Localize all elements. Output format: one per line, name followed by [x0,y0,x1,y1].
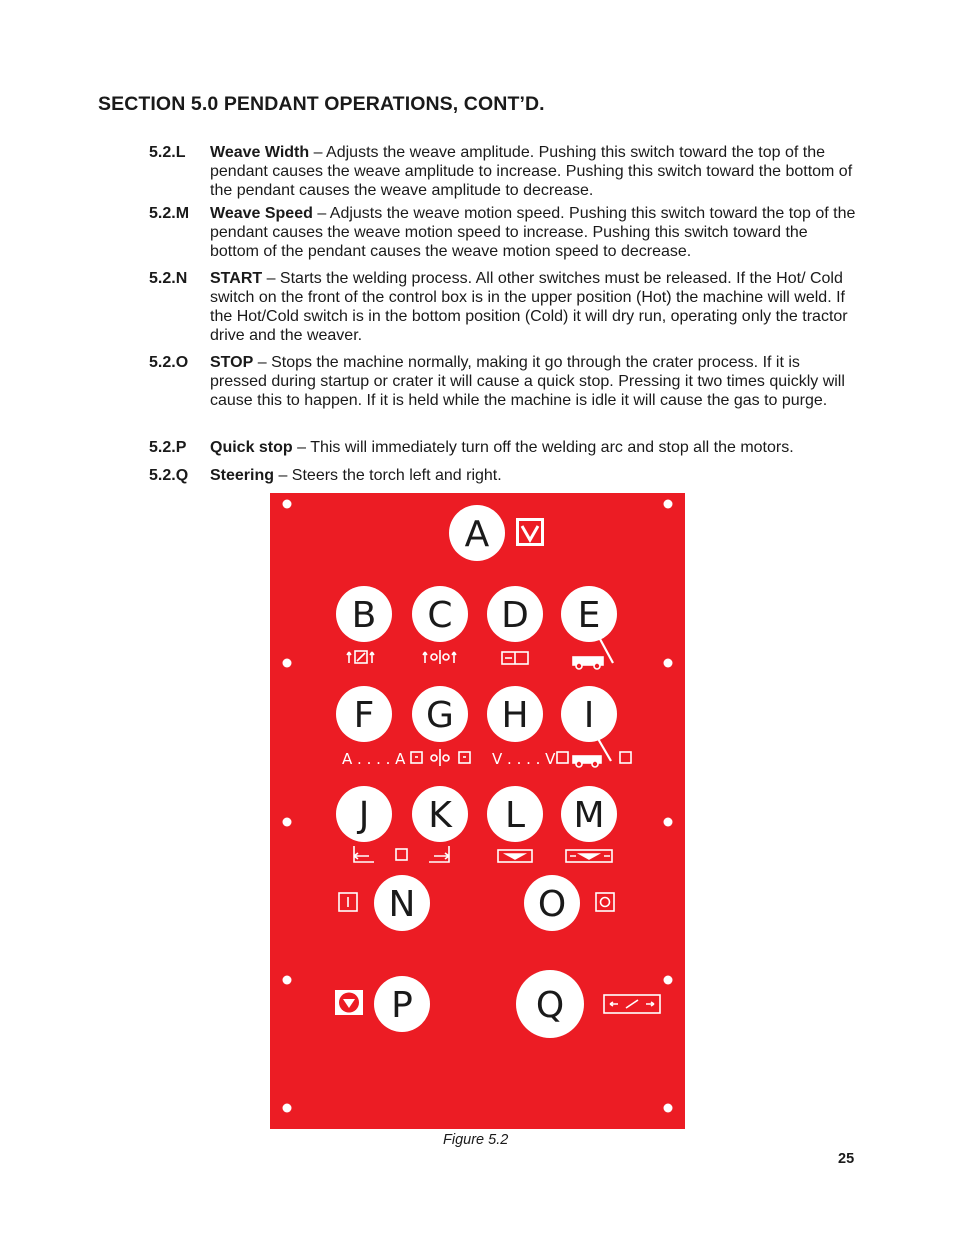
svg-text:L: L [504,795,526,836]
button-g [412,686,468,742]
weave-width-icon [347,651,374,663]
svg-text:J: J [358,795,370,836]
svg-text:A: A [464,514,490,555]
button-m [561,786,617,842]
svg-text:H: H [501,695,529,736]
item-term: Weave Speed [210,205,313,222]
svg-text:P: P [391,985,413,1026]
item-text: – Starts the welding process. All other switches must be released. If the Hot/ Cold switch on the front of the control box is in the upper position (Hot) the machine will weld. If the Hot/Cold switch is in the bottom position (Cold) it will dry run, operating only the tractor drive and the weaver. [210,270,848,344]
wire-feed-icon [342,750,406,768]
list-item-5-2-o [149,353,859,410]
weave-speed-icon [423,650,456,664]
steer-left-icon [354,846,374,862]
page-number: 25 [838,1151,855,1167]
list-item-5-2-m [149,204,859,261]
svg-text:M: M [573,795,605,836]
button-q [516,970,584,1038]
svg-text:V . . . . V: V . . . . V [492,750,556,768]
button-k [412,786,468,842]
button-p [374,976,430,1032]
section-heading: SECTION 5.0 PENDANT OPERATIONS, CONT’D. [98,93,545,115]
list-item-5-2-q [149,466,859,485]
item-number: 5.2.P [149,439,187,456]
button-f [336,686,392,742]
svg-text:G: G [426,695,454,736]
weave-right-icon [566,850,612,862]
weave-left-icon [498,850,532,862]
svg-text:Q: Q [535,985,565,1026]
item-text: – Steers the torch left and right. [274,467,502,484]
item-number: 5.2.N [149,270,188,287]
item-text: – Adjusts the weave amplitude. Pushing this switch toward the top of the pendant causes the weave amplitude to increase. Pushing this switch toward the bottom of the pendant causes the weave amplitude to decrease. [210,144,853,199]
button-d [487,586,543,642]
item-term: Quick stop [210,439,293,456]
button-o [524,875,580,931]
item-text: – Adjusts the weave motion speed. Pushing this switch toward the top of the pendant causes the weave motion speed to increase. Pushing this switch toward the bottom of the pendant causes the weave motion speed to decrease. [210,205,856,260]
svg-text:D: D [501,595,529,636]
tractor-icon [573,639,613,669]
start-icon [339,893,357,911]
button-i [561,686,617,742]
list-item-5-2-l [149,143,859,200]
svg-text:B: B [351,595,377,636]
button-j [336,786,392,842]
item-number: 5.2.O [149,354,189,371]
travel-speed-icon [411,749,470,766]
figure-caption: Figure 5.2 [443,1132,509,1148]
button-h [487,686,543,742]
item-term: Weave Width [210,144,310,161]
volts-icon [492,750,556,768]
logo-icon [516,518,544,546]
item-term: Steering [210,467,275,484]
svg-text:F: F [353,695,375,736]
item-text: – This will immediately turn off the welding arc and stop all the motors. [292,439,794,456]
svg-text:A . . . . A: A . . . . A [342,750,406,768]
steer-center-icon [396,849,407,860]
svg-text:I: I [583,695,595,736]
svg-text:O: O [537,884,567,925]
list-item-5-2-n [149,269,859,345]
svg-text:K: K [428,795,452,836]
item-number: 5.2.L [149,144,186,161]
steer-right-icon [429,846,449,862]
button-e [561,586,617,642]
button-n [374,875,430,931]
button-a [449,505,505,561]
button-c [412,586,468,642]
svg-text:E: E [577,595,601,636]
item-number: 5.2.Q [149,467,189,484]
list-item-5-2-p [149,438,859,457]
item-number: 5.2.M [149,205,190,222]
svg-text:C: C [427,595,453,636]
stop-icon [596,893,614,911]
item-text: – Stops the machine normally, making it go through the crater process. If it is pressed during startup or crater it will cause a quick stop. Pressing it two times quickly will cause this to happen. If it is held while the machine is idle it will cause the gas to purge. [210,354,845,409]
center-icon [502,652,528,664]
button-b [336,586,392,642]
quick-stop-icon [335,990,363,1015]
pendant-panel-figure [270,493,685,1129]
svg-text:N: N [388,884,416,925]
button-l [487,786,543,842]
item-term: START [210,270,263,287]
steering-icon [604,995,660,1013]
item-term: STOP [210,354,254,371]
